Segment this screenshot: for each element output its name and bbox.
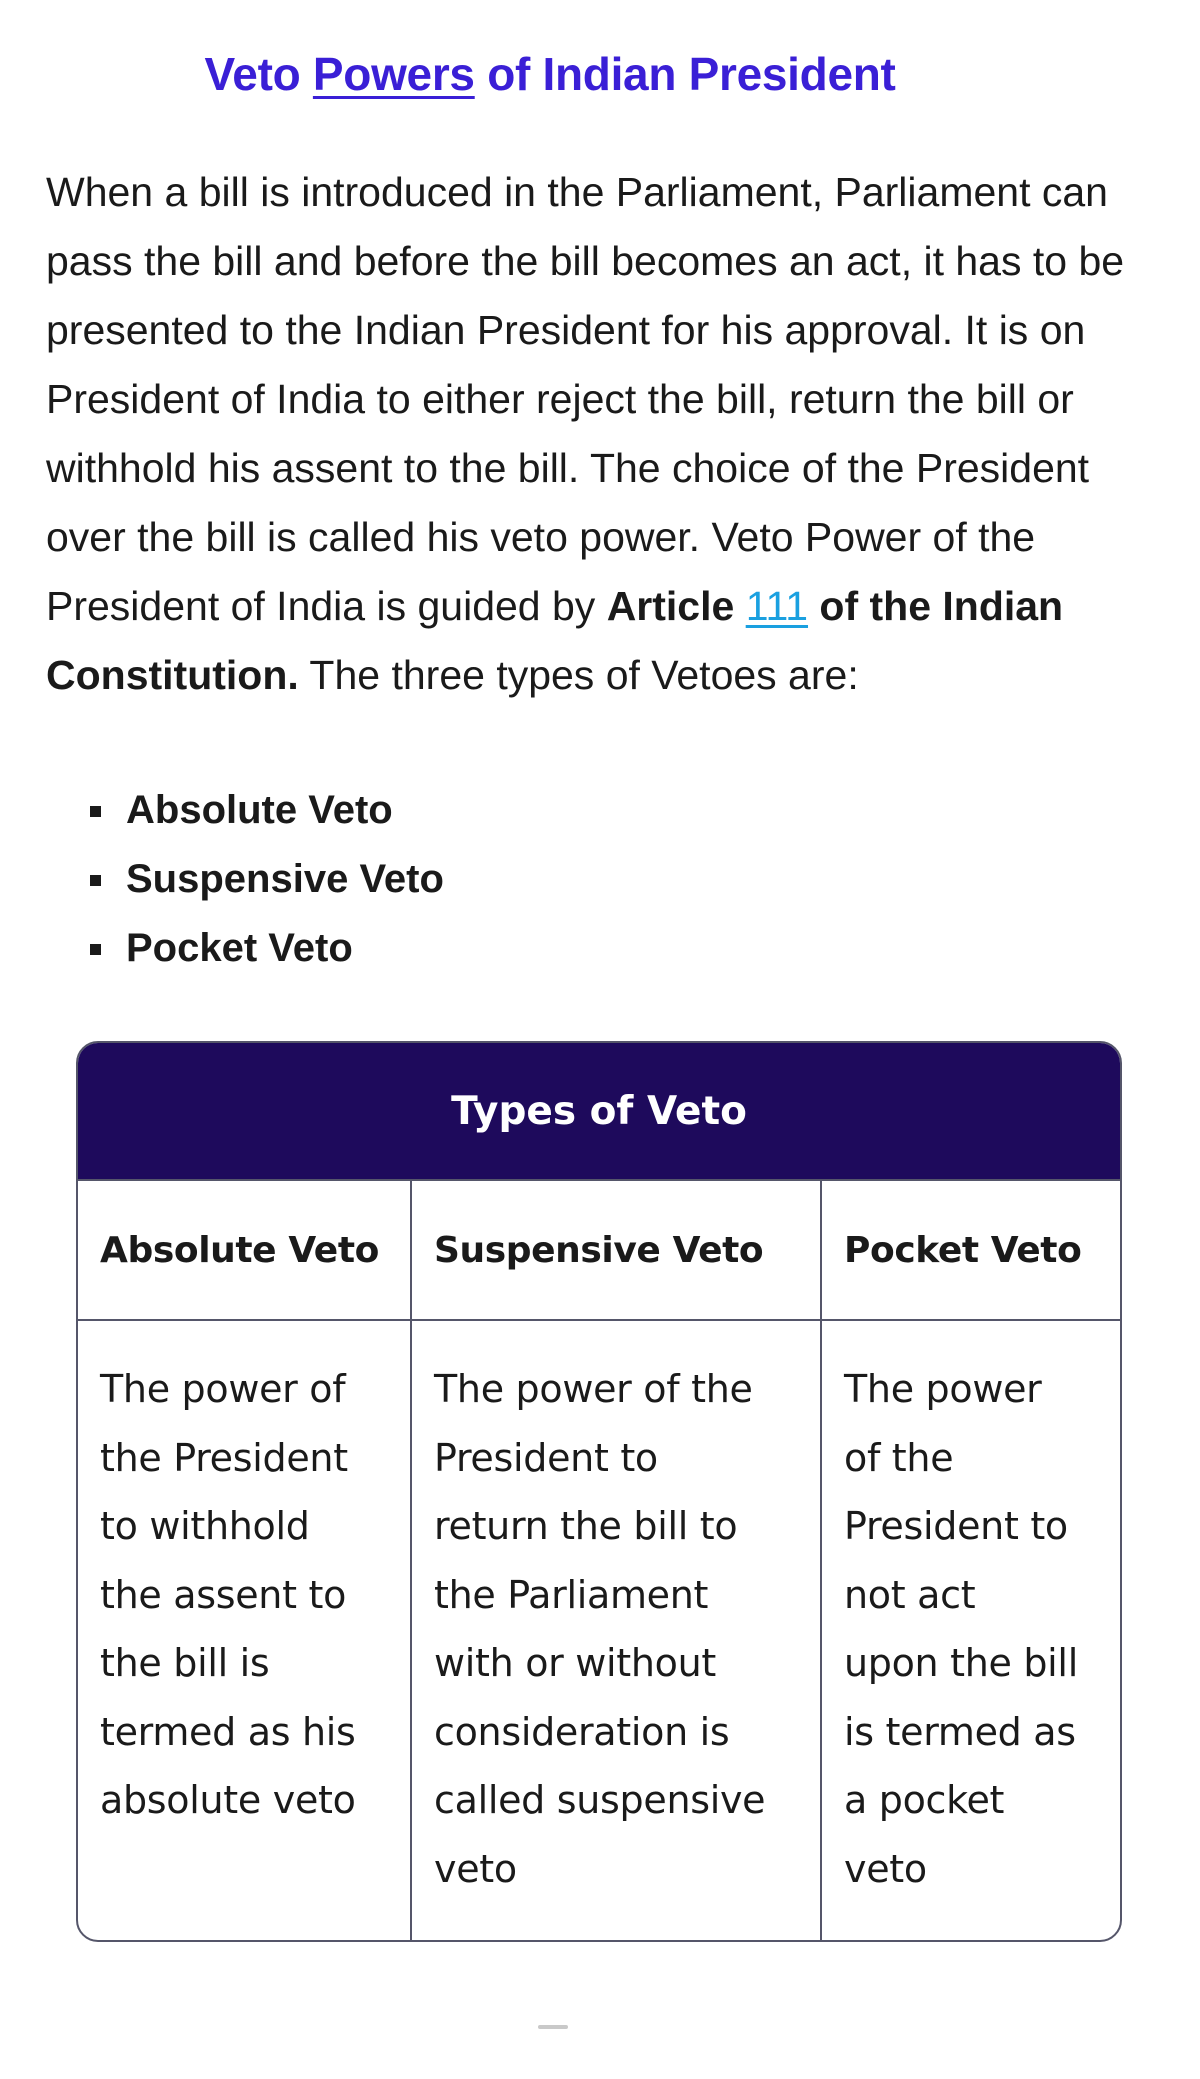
intro-line: presented to the Indian President for his approval. It is on: [46, 307, 1086, 353]
pocket-veto-description: [822, 1321, 1120, 1940]
description-line: the bill is: [100, 1641, 270, 1685]
description-line: the Parliament: [434, 1572, 709, 1617]
suspensive-veto-description: [412, 1321, 822, 1940]
powers-link[interactable]: Powers: [312, 47, 475, 100]
description-line: President to: [434, 1435, 658, 1480]
header-absolute-veto: Absolute Veto: [78, 1181, 412, 1319]
description-line: President to: [844, 1504, 1068, 1548]
description-line: termed as his: [100, 1709, 356, 1754]
description-line: to withhold: [100, 1504, 310, 1548]
list-item: Suspensive Veto: [88, 845, 444, 914]
veto-types-table: [76, 1041, 1122, 1942]
intro-line: withhold his assent to the bill. The choice of the President: [46, 445, 1090, 491]
intro-line: [46, 572, 1176, 641]
constitution-label-end: Constitution.: [46, 652, 299, 698]
absolute-veto-description: [78, 1321, 412, 1940]
description-line: The power of: [100, 1367, 346, 1411]
scroll-indicator: [538, 2025, 568, 2029]
description-line: the President: [100, 1435, 348, 1480]
description-line: consideration is: [434, 1709, 730, 1754]
description-line: The power of the: [434, 1367, 753, 1411]
constitution-label: of the Indian: [808, 583, 1064, 629]
description-line: The power: [844, 1367, 1042, 1411]
header-suspensive-veto: Suspensive Veto: [412, 1181, 822, 1319]
description-line: of the: [844, 1435, 954, 1480]
description-line: veto: [844, 1846, 927, 1891]
table-caption: Types of Veto: [78, 1043, 1120, 1181]
description-line: upon the bill: [844, 1641, 1078, 1685]
article-label: Article: [606, 583, 746, 629]
article-111-link[interactable]: 111: [745, 583, 809, 629]
description-line: a pocket: [844, 1778, 1005, 1822]
intro-line: over the bill is called his veto power. Veto Power of the: [46, 514, 1036, 560]
description-line: with or without: [434, 1641, 717, 1685]
intro-paragraph: [46, 158, 1176, 710]
intro-text: President of India is guided by: [46, 583, 607, 629]
intro-text: The three types of Vetoes are:: [298, 652, 859, 698]
title-text-start: Veto: [204, 47, 313, 100]
intro-line: President of India to either reject the bill, return the bill or: [46, 376, 1074, 422]
list-item: Pocket Veto: [88, 914, 444, 983]
table-row: [78, 1321, 1120, 1940]
description-line: not act: [844, 1572, 976, 1617]
description-line: veto: [434, 1846, 517, 1891]
list-item: Absolute Veto: [88, 776, 444, 845]
page-title: [0, 47, 1100, 101]
veto-types-list: [88, 776, 444, 983]
intro-line: When a bill is introduced in the Parliament, Parliament can: [46, 169, 1108, 215]
header-pocket-veto: Pocket Veto: [844, 1229, 1082, 1271]
intro-line: pass the bill and before the bill becomes an act, it has to be: [46, 238, 1125, 284]
description-line: return the bill to: [434, 1504, 738, 1548]
table-header-row: [78, 1181, 1120, 1321]
description-line: is termed as: [844, 1709, 1076, 1754]
title-text-end: of Indian President: [474, 47, 896, 100]
description-line: absolute veto: [100, 1778, 356, 1822]
description-line: the assent to: [100, 1572, 347, 1617]
description-line: called suspensive: [434, 1778, 766, 1822]
intro-line: [46, 641, 1176, 710]
